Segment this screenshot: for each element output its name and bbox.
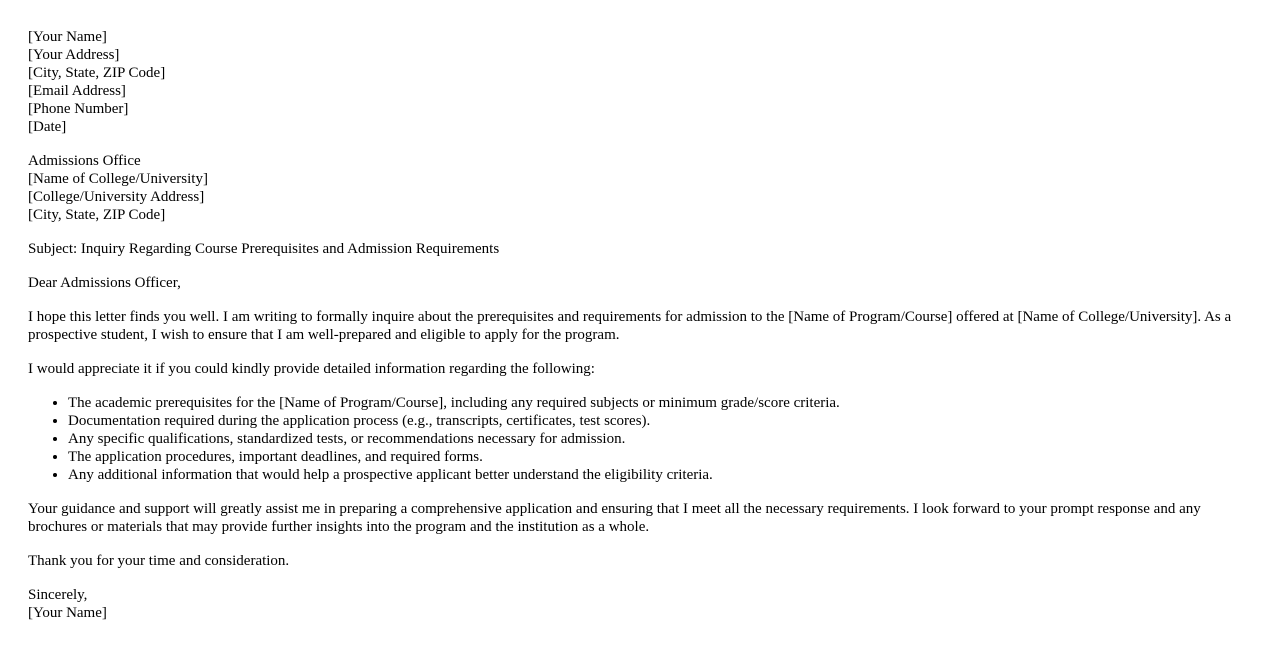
subject-line: Subject: Inquiry Regarding Course Prerequisites and Admission Requirements (28, 241, 500, 257)
sender-email: [Email Address] (28, 83, 126, 99)
list-item: • Any additional information that would help a prospective applicant better understand the eligibility criteria. (68, 466, 1238, 484)
recipient-office: Admissions Office (28, 153, 141, 169)
recipient-city-state-zip: [City, State, ZIP Code] (28, 207, 166, 223)
signoff-block (28, 586, 1238, 622)
closing-paragraph: Your guidance and support will greatly assist me in preparing a comprehensive application and ensuring that I meet all the necessary requirements. I look forward to your prompt response and any brochures or materials that may provide further insights into the program and the institution as a whole. (28, 501, 1201, 535)
list-item: • The application procedures, important deadlines, and required forms. (68, 448, 1238, 466)
request-list (28, 394, 1238, 484)
sender-block (28, 28, 1238, 136)
sender-city-state-zip: [City, State, ZIP Code] (28, 65, 166, 81)
sender-phone: [Phone Number] (28, 101, 129, 117)
letter (28, 28, 1238, 638)
salutation: Dear Admissions Officer, (28, 275, 181, 291)
signoff-name: [Your Name] (28, 605, 107, 621)
signoff-closing: Sincerely, (28, 587, 88, 603)
recipient-block (28, 152, 1238, 224)
recipient-institution: [Name of College/University] (28, 171, 208, 187)
list-item: • Documentation required during the application process (e.g., transcripts, certificates, test scores). (68, 412, 1238, 430)
letter-date: [Date] (28, 119, 67, 135)
thanks-paragraph: Thank you for your time and consideration. (28, 553, 290, 569)
intro-paragraph: I hope this letter finds you well. I am writing to formally inquire about the prerequisites and requirements for admission to the [Name of Program/Course] offered at [Name of College/University]. As a prospective student, I wish to ensure that I am well-prepared and eligible to apply for the program. (28, 309, 1232, 343)
list-item: • The academic prerequisites for the [Name of Program/Course], including any required subjects or minimum grade/score criteria. (68, 394, 1238, 412)
request-lead-paragraph: I would appreciate it if you could kindly provide detailed information regarding the following: (28, 361, 595, 377)
list-item: • Any specific qualifications, standardized tests, or recommendations necessary for admission. (68, 430, 1238, 448)
recipient-address: [College/University Address] (28, 189, 205, 205)
sender-address: [Your Address] (28, 47, 120, 63)
sender-name: [Your Name] (28, 29, 107, 45)
